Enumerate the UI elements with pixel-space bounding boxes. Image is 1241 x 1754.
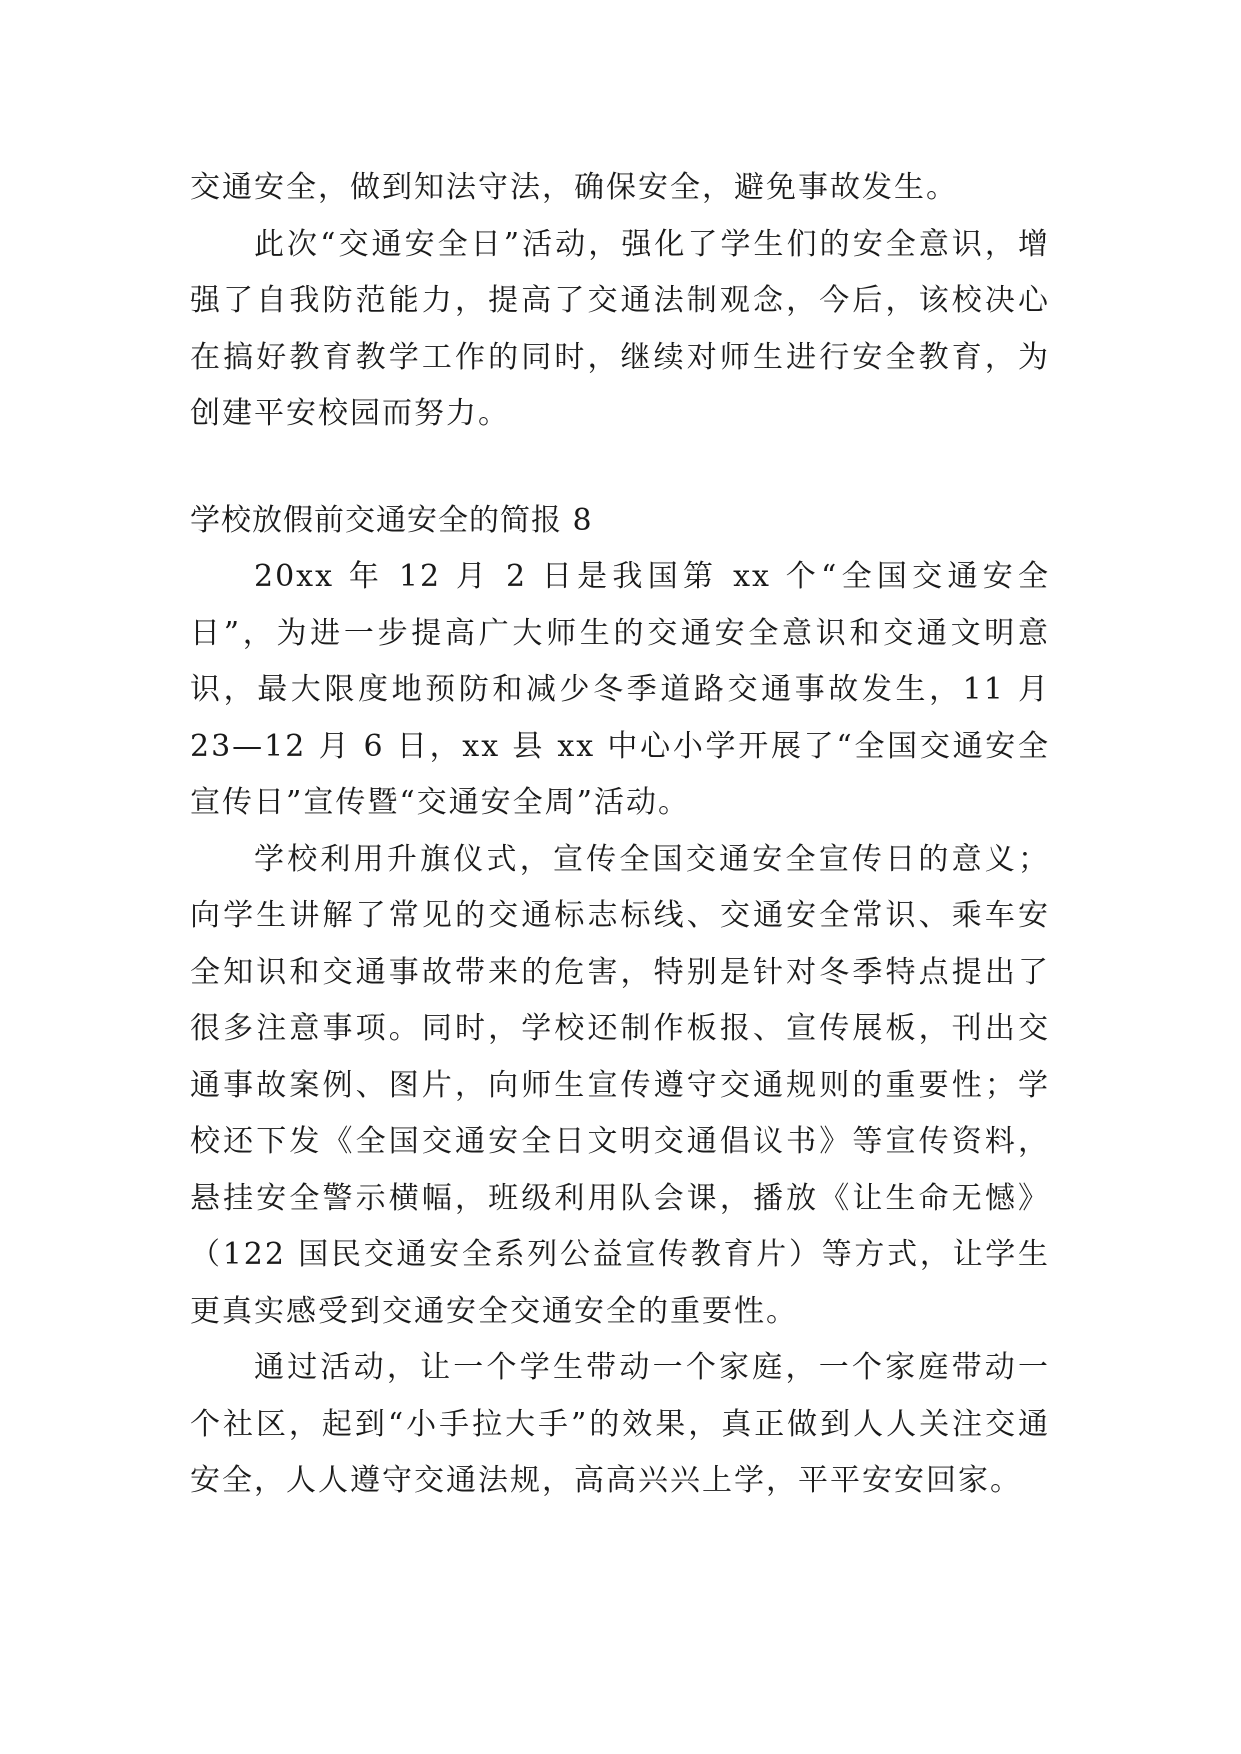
paragraph-conclusion: 通过活动，让一个学生带动一个家庭，一个家庭带动一个社区，起到“小手拉大手”的效果，真正做到人人关注交通安全，人人遵守交通法规，高高兴兴上学，平平安安回家。 <box>190 1350 1050 1498</box>
paragraph-intro: 20xx 年 12 月 2 日是我国第 xx 个“全国交通安全日”，为进一步提高广大师生的交通安全意识和交通文明意识，最大限度地预防和减少冬季道路交通事故发生，11 月 23—12 月 6 日，xx 县 xx 中心小学开展了“全国交通安全宣传日”宣传暨“交通安全周”活动。 <box>190 559 1050 820</box>
paragraph-activities: 学校利用升旗仪式，宣传全国交通安全宣传日的意义；向学生讲解了常见的交通标志标线、交通安全常识、乘车安全知识和交通事故带来的危害，特别是针对冬季特点提出了很多注意事项。同时，学校还制作板报、宣传展板，刊出交通事故案例、图片，向师生宣传遵守交通规则的重要性；学校还下发《全国交通安全日文明交通倡议书》等宣传资料，悬挂安全警示横幅，班级利用队会课，播放《让生命无憾》（122 国民交通安全系列公益宣传教育片）等方式，让学生更真实感受到交通安全交通安全的重要性。 <box>190 841 1050 1329</box>
document-body <box>190 160 1050 1510</box>
section-title: 学校放假前交通安全的简报 8 <box>190 502 593 538</box>
paragraph-summary: 此次“交通安全日”活动，强化了学生们的安全意识，增强了自我防范能力，提高了交通法制观念，今后，该校决心在搞好教育教学工作的同时，继续对师生进行安全教育，为创建平安校园而努力。 <box>190 226 1050 431</box>
paragraph-continued: 交通安全，做到知法守法，确保安全，避免事故发生。 <box>190 170 958 205</box>
